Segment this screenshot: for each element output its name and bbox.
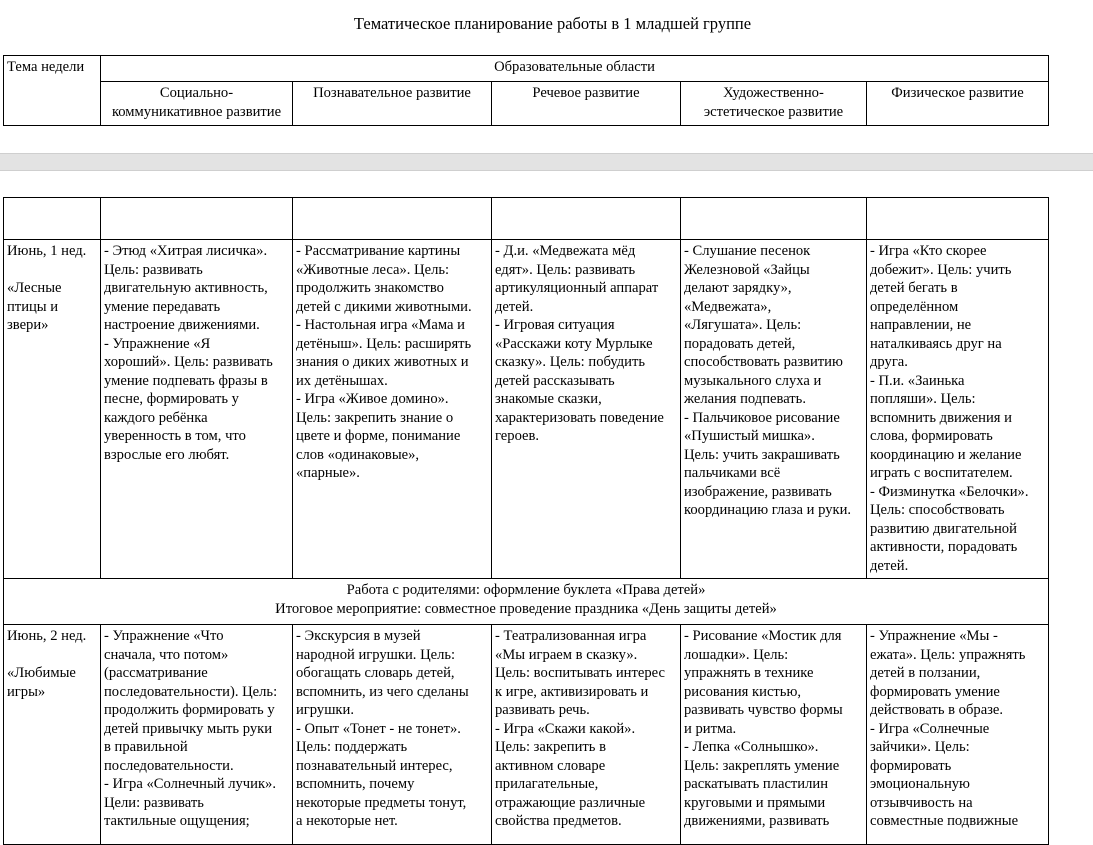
cell-line: знакомые сказки,: [495, 391, 602, 407]
activity-cell: [867, 625, 1049, 845]
cell-line: активности, порадовать: [870, 539, 1018, 555]
cell-line: - Игра «Скажи какой».: [495, 720, 636, 737]
cell-line: развивать чувство формы: [684, 702, 843, 718]
area-header: [867, 82, 1049, 126]
cell-line: порадовать детей,: [684, 335, 796, 352]
cell-line: - Рисование «Мостик для: [684, 628, 842, 644]
cell-line: умение подпевать фразы в: [104, 372, 268, 389]
cell-line: птицы и: [7, 298, 59, 315]
cell-line: Цель: развивать: [104, 261, 203, 278]
cell-line: «Медвежата»,: [684, 298, 772, 315]
week-theme: [4, 625, 101, 845]
cell-line: обогащать словарь детей,: [296, 665, 455, 681]
cell-line: - Этюд «Хитрая лисичка».: [104, 243, 268, 259]
cell-line: координацию и желание: [870, 446, 1022, 463]
cell-line: сказку». Цель: побудить: [495, 354, 646, 370]
activity-cell: [293, 625, 492, 845]
cell-line: вспомнить, из чего сделаны: [296, 683, 469, 700]
cell-line: - Пальчиковое рисование: [684, 409, 840, 426]
cell-line: ежата». Цель: упражнять: [870, 646, 1026, 663]
cell-line: цвете и форме, понимание: [296, 428, 461, 444]
cell-line: детёныш». Цель: расширять: [296, 335, 472, 352]
page-break-gap: [0, 153, 1093, 171]
summary-cell: [4, 579, 1049, 625]
cell-line: «Лягушата». Цель:: [684, 317, 802, 333]
cell-line: отзывчивость на: [870, 794, 973, 811]
cell-line: пальчиками всё: [684, 465, 781, 481]
area-header: [101, 82, 293, 126]
cell-line: Познавательное развитие: [313, 85, 471, 101]
week-theme: [4, 240, 101, 579]
cell-line: лошадки». Цель:: [684, 646, 789, 663]
cell-line: развивать речь.: [495, 702, 590, 718]
cell-line: [7, 261, 97, 280]
cell-line: Цель: закрепить знание о: [296, 409, 454, 426]
cell-line: продолжить формировать у: [104, 702, 275, 718]
cell-line: попляши». Цель:: [870, 391, 976, 407]
cell-line: продолжить знакомство: [296, 280, 444, 296]
cell-line: звери»: [7, 317, 49, 333]
cell-line: песне, формировать у: [104, 391, 239, 407]
cell-line: Цель: способствовать: [870, 502, 1005, 518]
empty-cell: [867, 198, 1049, 240]
cell-line: определённом: [870, 298, 959, 315]
cell-line: Июнь, 2 нед.: [7, 628, 87, 644]
cell-line: раскатывать пластилин: [684, 776, 829, 792]
cell-line: отражающие различные: [495, 794, 646, 811]
cell-line: «Расскажи коту Мурлыке: [495, 335, 653, 352]
activity-cell: [681, 240, 867, 579]
cell-line: детей рассказывать: [495, 372, 615, 389]
cell-line: детей.: [870, 557, 909, 574]
cell-line: артикуляционный аппарат: [495, 280, 659, 296]
header-table: [3, 55, 1049, 126]
cell-line: [7, 646, 97, 665]
activity-cell: [101, 240, 293, 579]
cell-line: игры»: [7, 683, 46, 700]
cell-line: - Рассматривание картины: [296, 243, 461, 259]
cell-line: вспомнить, почему: [296, 776, 415, 792]
cell-line: едят». Цель: развивать: [495, 261, 636, 278]
cell-line: героев.: [495, 428, 540, 444]
cell-line: желания подпевать.: [684, 391, 806, 407]
activity-cell: [492, 240, 681, 579]
cell-line: - Физминутка «Белочки».: [870, 483, 1029, 500]
cell-line: Физическое развитие: [891, 85, 1024, 101]
cell-line: координацию глаза и руки.: [684, 502, 852, 518]
cell-line: зайчики». Цель:: [870, 739, 970, 755]
empty-cell: [492, 198, 681, 240]
cell-line: - Слушание песенок: [684, 243, 811, 259]
empty-cell: [681, 198, 867, 240]
cell-line: эмоциональную: [870, 776, 970, 792]
cell-line: детей с дикими животными.: [296, 298, 472, 315]
summary-row: [4, 579, 1049, 625]
cell-line: делают зарядку»,: [684, 280, 792, 296]
cell-line: эстетическое развитие: [703, 103, 844, 120]
cell-line: детей привычку мыть руки: [104, 720, 273, 737]
cell-line: круговыми и прямыми: [684, 794, 826, 811]
cell-line: рисования кистью,: [684, 683, 801, 700]
cell-line: хороший». Цель: развивать: [104, 354, 273, 370]
cell-line: «Любимые: [7, 665, 76, 681]
cell-line: познавательный интерес,: [296, 757, 453, 774]
empty-cell: [293, 198, 492, 240]
final-event: Итоговое мероприятие: совместное проведение праздника «День защиты детей»: [275, 600, 777, 617]
cell-line: умение передавать: [104, 298, 221, 315]
cell-line: - Упражнение «Я: [104, 335, 211, 352]
cell-line: музыкального слуха и: [684, 372, 822, 389]
cell-line: - Игра «Солнечные: [870, 720, 990, 737]
cell-line: свойства предметов.: [495, 813, 622, 829]
cell-line: игрушки.: [296, 702, 354, 718]
cell-line: формировать: [870, 757, 952, 774]
cell-line: - Игра «Живое домино».: [296, 391, 449, 407]
cell-line: Социально-: [159, 85, 234, 101]
page-title: Тематическое планирование работы в 1 младшей группе: [353, 14, 752, 33]
cell-line: активном словаре: [495, 757, 606, 774]
cell-line: слов «одинаковые»,: [296, 446, 420, 463]
empty-cell: [4, 198, 101, 240]
area-header: [293, 82, 492, 126]
cell-line: формировать умение: [870, 683, 1000, 700]
cell-line: Цель: закреплять умение: [684, 757, 840, 774]
cell-line: Июнь, 1 нед.: [7, 243, 87, 259]
cell-line: - П.и. «Заинька: [870, 372, 965, 389]
cell-line: уверенность в том, что: [104, 428, 246, 444]
cell-line: Цель: закрепить в: [495, 739, 606, 755]
cell-line: направлении, не: [870, 317, 972, 333]
cell-line: тактильные ощущения;: [104, 813, 250, 829]
cell-line: Цель: учить закрашивать: [684, 446, 840, 463]
cell-line: народной игрушки. Цель:: [296, 646, 456, 663]
cell-line: вспомнить движения и: [870, 409, 1012, 426]
empty-row: [4, 198, 1049, 240]
cell-line: Железновой «Зайцы: [684, 261, 810, 278]
cell-line: добежит». Цель: учить: [870, 261, 1012, 278]
cell-line: способствовать развитию: [684, 354, 843, 370]
cell-line: Цель: воспитывать интерес: [495, 665, 665, 681]
cell-line: развитию двигательной: [870, 520, 1017, 537]
cell-line: слова, формировать: [870, 428, 993, 444]
areas-title: Образовательные области: [101, 56, 1049, 82]
cell-line: (рассматривание: [104, 665, 208, 681]
cell-line: знания о диких животных и: [296, 354, 469, 370]
cell-line: совместные подвижные: [870, 813, 1019, 829]
cell-line: к игре, активизировать и: [495, 683, 649, 700]
cell-line: последовательности). Цель:: [104, 683, 278, 700]
cell-line: «Пушистый мишка».: [684, 428, 815, 444]
cell-line: - Игровая ситуация: [495, 317, 615, 333]
week-row: [4, 240, 1049, 579]
cell-line: коммуникативное развитие: [111, 103, 282, 120]
area-header: [492, 82, 681, 126]
cell-line: изображение, развивать: [684, 483, 832, 500]
cell-line: сначала, что потом»: [104, 646, 229, 663]
cell-line: - Игра «Кто скорее: [870, 243, 987, 259]
cell-line: «Мы играем в сказку».: [495, 646, 638, 663]
cell-line: их детёнышах.: [296, 372, 388, 389]
parents-work: Работа с родителями: оформление буклета «Права детей»: [346, 582, 706, 598]
cell-line: играть с воспитателем.: [870, 465, 1013, 481]
cell-line: и ритма.: [684, 720, 737, 737]
area-header: [681, 82, 867, 126]
cell-line: прилагательные,: [495, 776, 599, 792]
cell-line: наталкиваясь друг на: [870, 335, 1002, 352]
cell-line: действовать в образе.: [870, 702, 1004, 718]
activity-cell: [492, 625, 681, 845]
empty-cell: [101, 198, 293, 240]
cell-line: в правильной: [104, 739, 188, 755]
cell-line: взрослые его любят.: [104, 446, 230, 463]
cell-line: «Лесные: [7, 280, 62, 296]
cell-line: - Театрализованная игра: [495, 628, 647, 644]
cell-line: - Опыт «Тонет - не тонет».: [296, 720, 461, 737]
activity-cell: [293, 240, 492, 579]
theme-column-header: [4, 56, 101, 126]
cell-line: друга.: [870, 354, 908, 370]
cell-line: - Экскурсия в музей: [296, 628, 421, 644]
cell-line: детей.: [495, 298, 534, 315]
cell-line: некоторые предметы тонут,: [296, 794, 467, 811]
cell-line: последовательности.: [104, 757, 234, 774]
cell-line: настроение движениями.: [104, 317, 260, 333]
cell-line: характеризовать поведение: [495, 409, 664, 426]
cell-line: упражнять в технике: [684, 665, 814, 681]
activity-cell: [101, 625, 293, 845]
cell-line: «парные».: [296, 465, 360, 481]
activity-cell: [681, 625, 867, 845]
plan-table: [3, 197, 1049, 845]
cell-line: - Лепка «Солнышко».: [684, 739, 819, 755]
cell-line: двигательную активность,: [104, 280, 268, 296]
cell-line: движениями, развивать: [684, 813, 830, 829]
cell-line: - Упражнение «Что: [104, 628, 224, 644]
week-row: [4, 625, 1049, 845]
cell-line: детей в ползании,: [870, 665, 981, 681]
cell-line: - Д.и. «Медвежата мёд: [495, 243, 636, 259]
cell-line: - Настольная игра «Мама и: [296, 317, 465, 333]
cell-line: - Упражнение «Мы -: [870, 628, 998, 644]
theme-column-label: Тема недели: [7, 59, 85, 75]
activity-cell: [867, 240, 1049, 579]
cell-line: а некоторые нет.: [296, 813, 398, 829]
cell-line: детей бегать в: [870, 280, 958, 296]
cell-line: каждого ребёнка: [104, 409, 208, 426]
cell-line: Цели: развивать: [104, 794, 204, 811]
cell-line: Художественно-: [723, 85, 824, 101]
cell-line: Цель: поддержать: [296, 739, 408, 755]
cell-line: Речевое развитие: [532, 85, 640, 101]
cell-line: «Животные леса». Цель:: [296, 261, 450, 278]
cell-line: - Игра «Солнечный лучик».: [104, 776, 276, 792]
